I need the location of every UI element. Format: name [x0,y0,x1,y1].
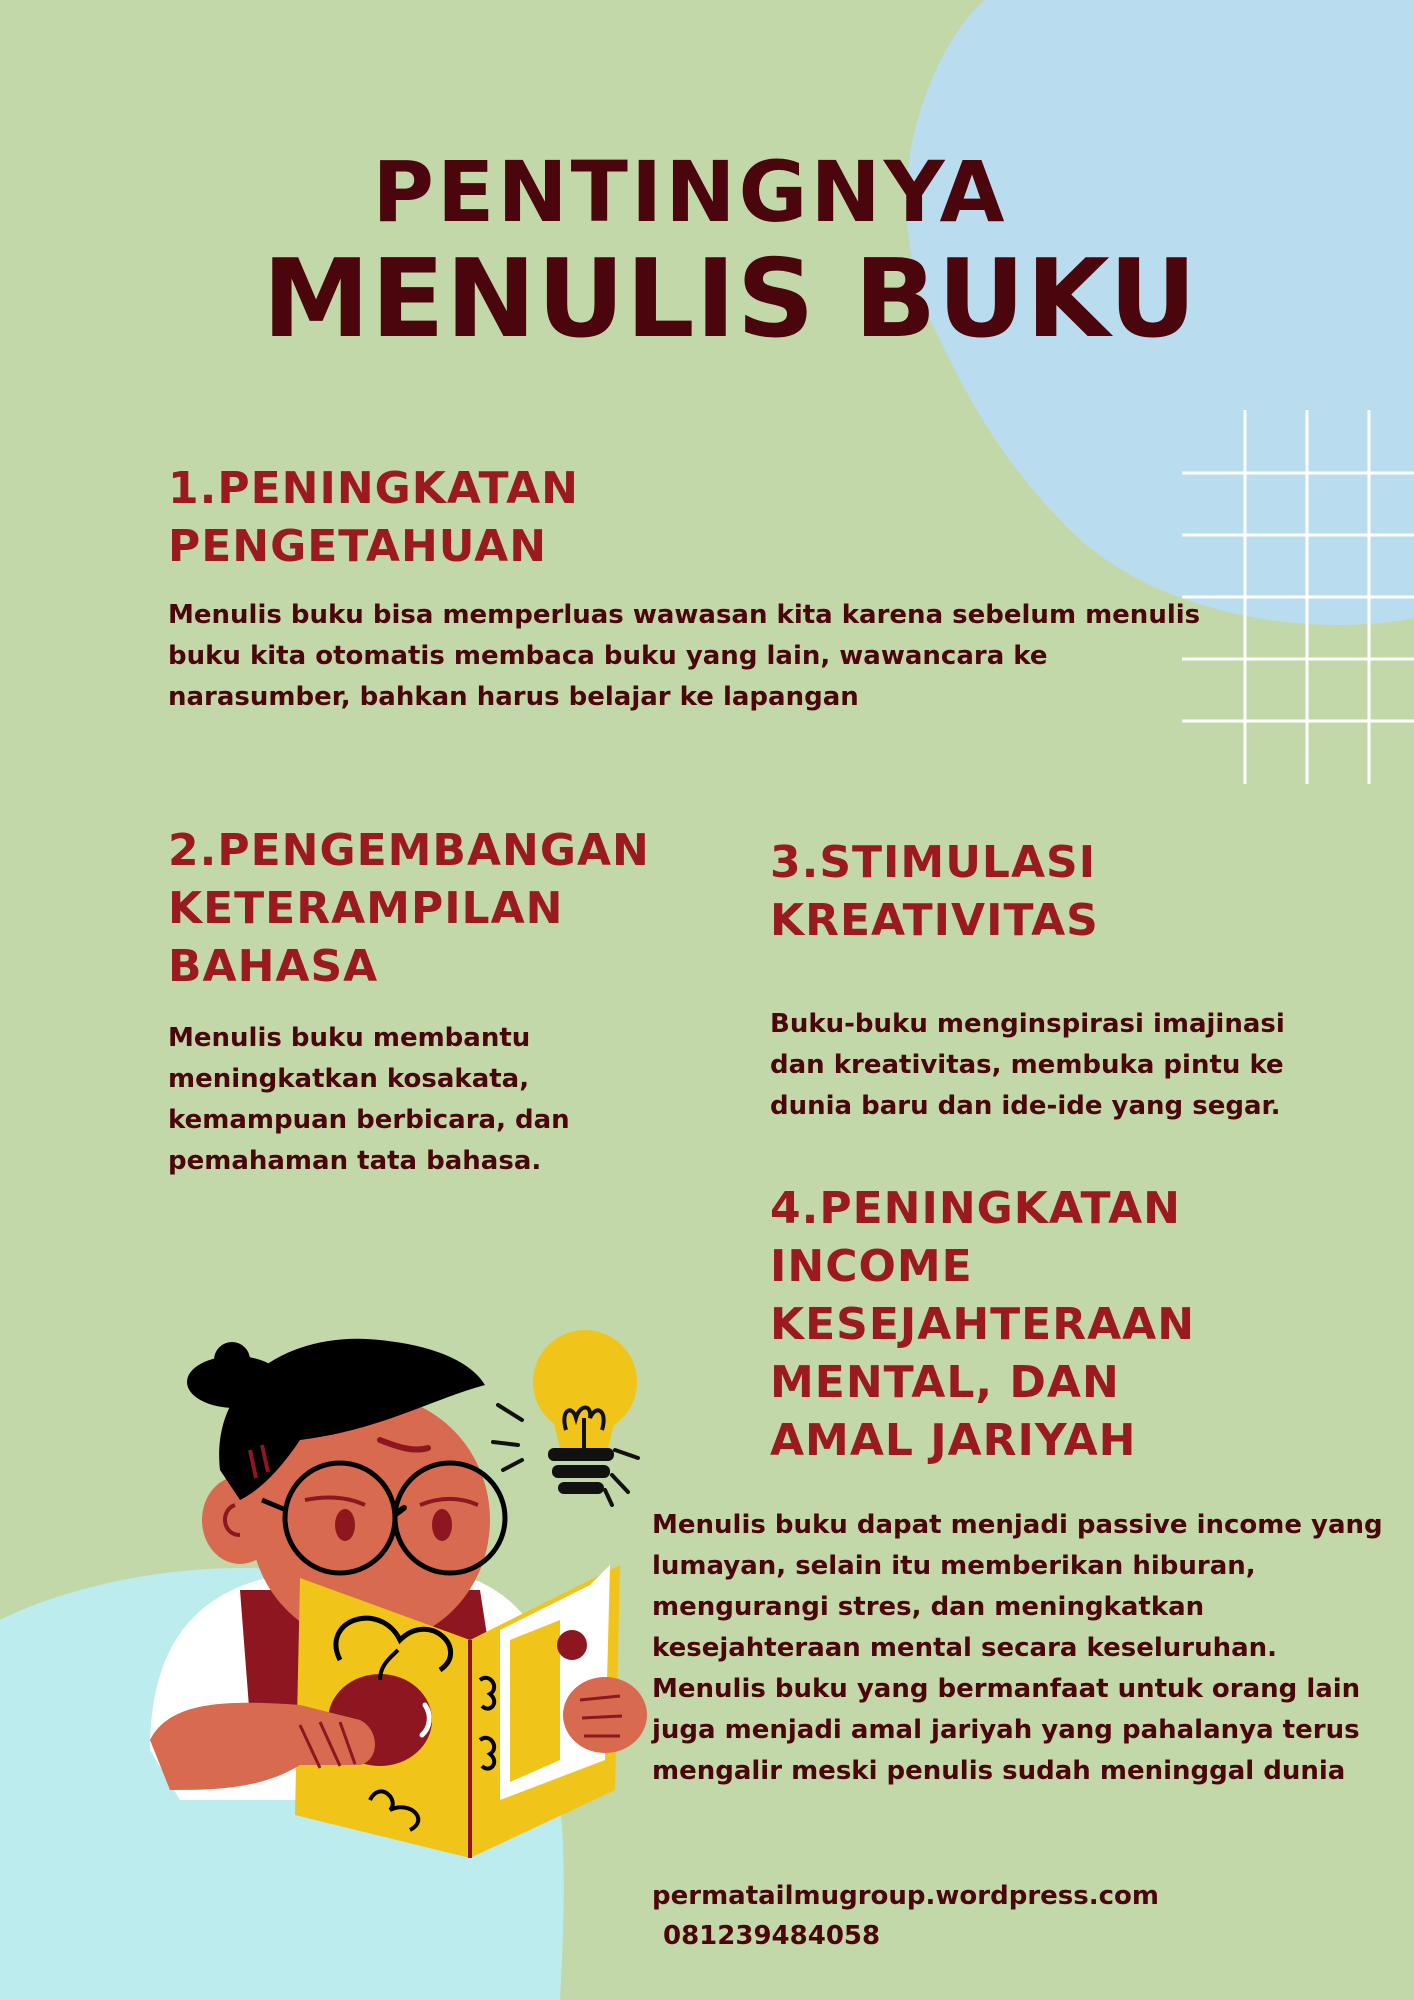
title-line-2: MENULIS BUKU [262,237,1198,362]
section-3-body: Buku-buku menginspirasi imajinasi dan kreativitas, membuka pintu ke dunia baru dan ide-ide yang segar. [770,1009,1285,1121]
section-3-heading: 3.STIMULASI KREATIVITAS [770,837,1099,946]
section-4-body: Menulis buku dapat menjadi passive income yang lumayan, selain itu memberikan hiburan, mengurangi stres, dan meningkatkan kesejahteraan mental secara keseluruhan. Menulis buku yang bermanfaat untuk orang lain juga menjadi amal jariyah yang pahalanya terus mengalir meski penulis sudah meninggal dunia [652,1510,1383,1786]
section-1-heading: 1.PENINGKATAN PENGETAHUAN [168,463,579,572]
phone-text: 081239484058 [663,1921,881,1951]
section-2-body: Menulis buku membantu meningkatkan kosakata, kemampuan berbicara, dan pemahaman tata bahasa. [168,1023,570,1176]
section-1-body: Menulis buku bisa memperluas wawasan kita karena sebelum menulis buku kita otomatis membaca buku yang lain, wawancara ke narasumber, bahkan harus belajar ke lapangan [168,600,1201,712]
section-2-heading: 2.PENGEMBANGAN KETERAMPILAN BAHASA [168,825,650,992]
lightbulb-icon [493,1330,638,1505]
section-4-heading: 4.PENINGKATAN INCOME KESEJAHTERAAN MENTAL, DAN AMAL JARIYAH [770,1183,1196,1466]
title-line-1: PENTINGNYA [372,143,1008,241]
website-text: permatailmugroup.wordpress.com [652,1881,1159,1911]
